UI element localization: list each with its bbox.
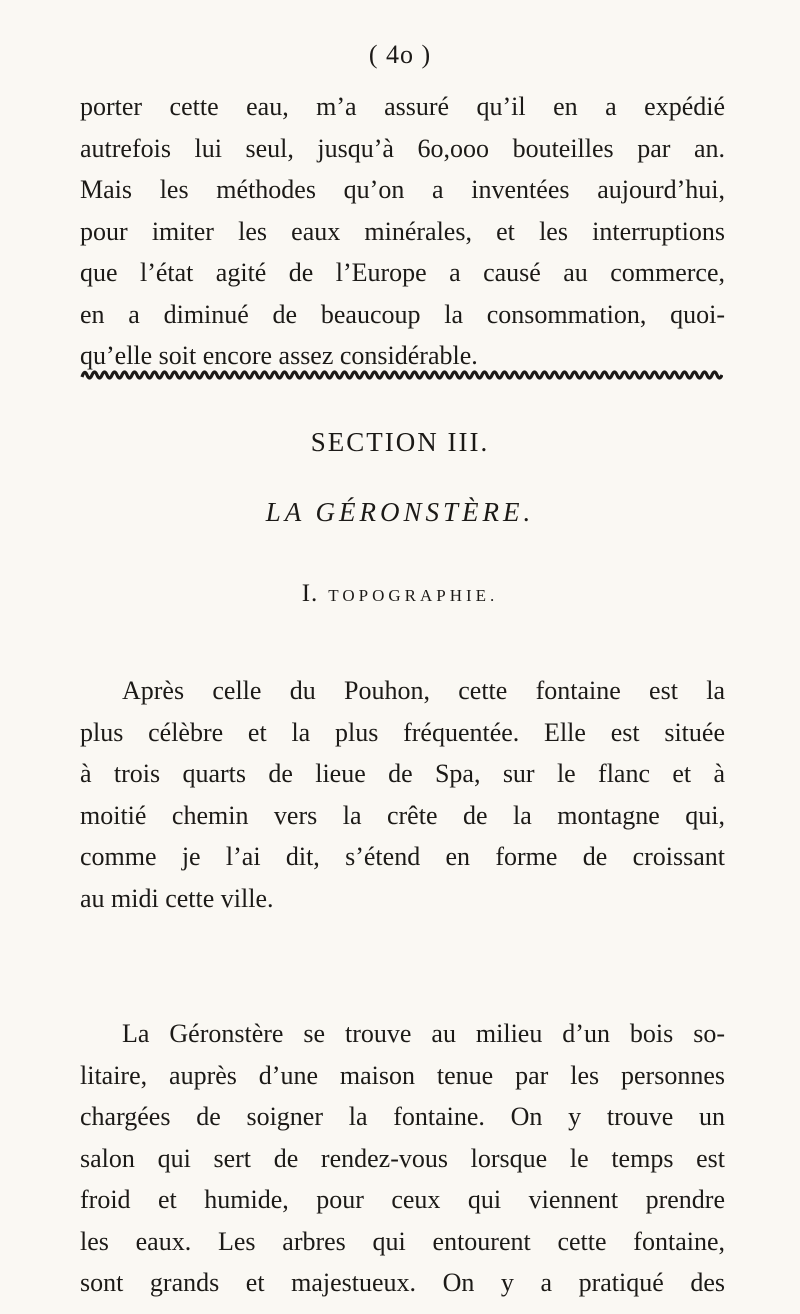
text-line: que l’état agité de l’Europe a causé au commerce,: [80, 258, 725, 287]
text-line: plus célèbre et la plus fréquentée. Elle est située: [80, 717, 725, 747]
subsection-heading: [0, 580, 800, 608]
text-line: à trois quarts de lieue de Spa, sur le flanc et à: [80, 759, 725, 788]
text-line: chargées de soigner la fontaine. On y trouve un: [80, 1102, 725, 1131]
text-line: litaire, auprès d’une maison tenue par les personnes: [80, 1060, 725, 1090]
text-line: Mais les méthodes qu’on a inventées aujourd’hui,: [80, 175, 725, 204]
subsection-title: TOPOGRAPHIE.: [328, 586, 499, 605]
text-line: comme je l’ai dit, s’étend en forme de croissant: [80, 842, 725, 871]
text-line: qu’elle soit encore assez considérable.: [80, 341, 478, 370]
text-line: La Géronstère se trouve au milieu d’un bois so-: [122, 1019, 725, 1048]
page-number: ( 4o ): [368, 40, 432, 69]
text-line: sont grands et majestueux. On y a pratiqué des: [80, 1268, 725, 1297]
paragraph-description: [80, 1013, 725, 1304]
text-line: Après celle du Pouhon, cette fontaine est la: [122, 676, 725, 705]
text-line: en a diminué de beaucoup la consommation, quoi-: [80, 299, 725, 329]
section-heading: SECTION III.: [310, 427, 490, 457]
text-line: au midi cette ville.: [80, 883, 274, 913]
text-line: salon qui sert de rendez-vous lorsque le temps est: [80, 1143, 725, 1173]
text-line: pour imiter les eaux minérales, et les interruptions: [80, 216, 725, 246]
paragraph-continuation: [80, 86, 725, 377]
text-line: froid et humide, pour ceux qui viennent prendre: [80, 1185, 725, 1214]
text-line: les eaux. Les arbres qui entourent cette fontaine,: [80, 1226, 725, 1256]
text-line: autrefois lui seul, jusqu’à 6o,ooo bouteilles par an.: [80, 133, 725, 163]
text-line: porter cette eau, m’a assuré qu’il en a expédié: [80, 92, 725, 121]
decorative-divider: [80, 368, 723, 382]
subsection-number: I.: [301, 580, 319, 607]
section-title: LA GÉRONSTÈRE.: [265, 497, 535, 527]
text-line: moitié chemin vers la crête de la montagne qui,: [80, 800, 725, 830]
paragraph-topography: [80, 670, 725, 919]
